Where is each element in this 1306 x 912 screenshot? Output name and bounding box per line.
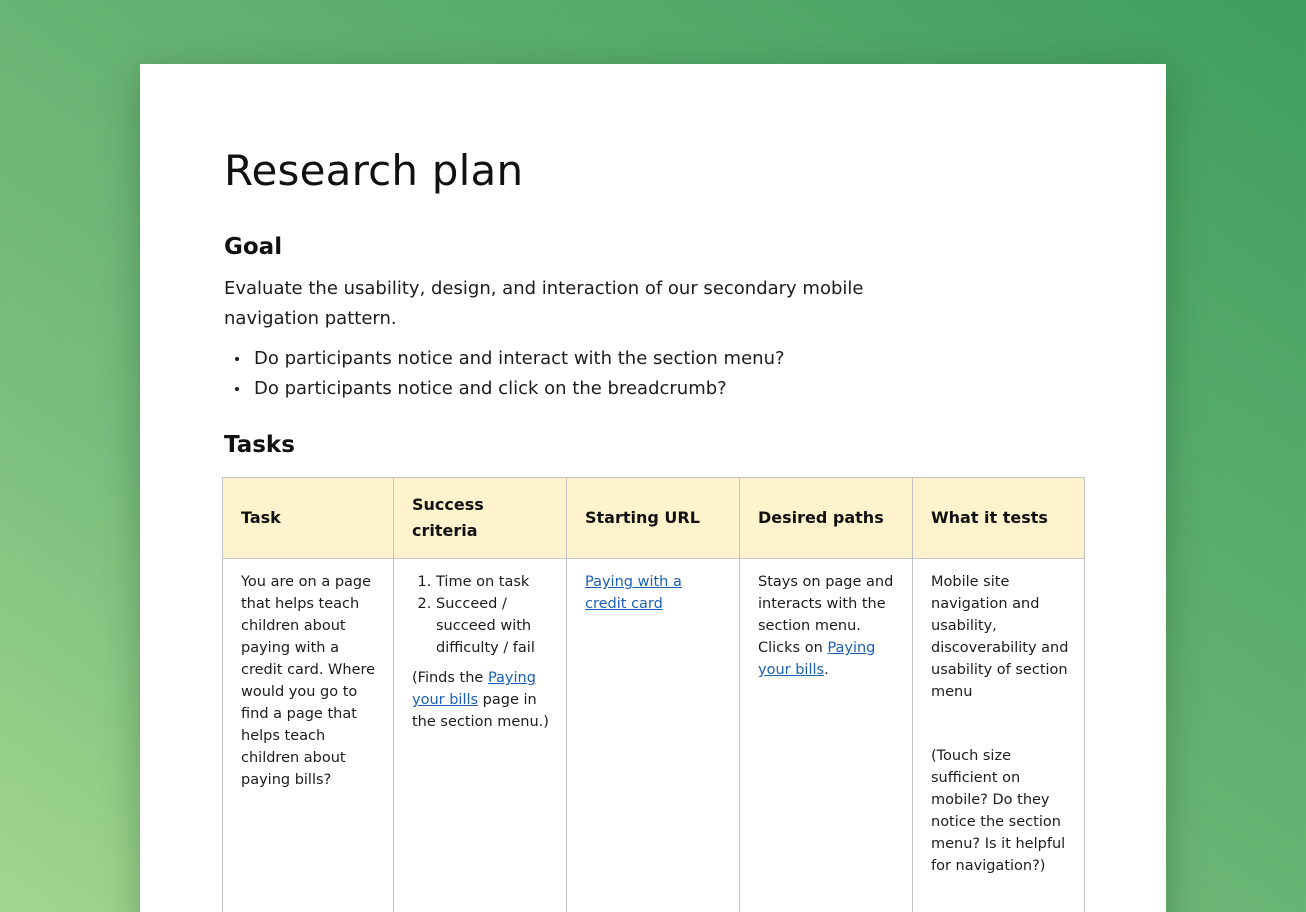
desired-paths-suffix: . xyxy=(824,662,829,678)
column-header-success-criteria: Success criteria xyxy=(394,478,567,559)
tasks-heading: Tasks xyxy=(224,432,295,458)
what-it-tests-note: (Touch size sufficient on mobile? Do they notice the section menu? Is it helpful for navigation?) xyxy=(931,748,1066,874)
document-title: Research plan xyxy=(224,146,524,195)
goal-question xyxy=(224,374,785,404)
what-it-tests-cell xyxy=(913,559,1085,912)
criteria-item: 1. Time on task xyxy=(436,571,552,593)
task-cell: You are on a page that helps teach children about paying with a credit card. Where would you go to find a page that helps teach children about paying bills? xyxy=(223,559,394,912)
paying-your-bills-link[interactable]: Paying your bills xyxy=(412,670,536,708)
desired-paths-text: Stays on page and interacts with the section menu. Clicks on xyxy=(758,574,894,656)
what-it-tests-text: Mobile site navigation and usability, discoverability and usability of section menu xyxy=(931,574,1069,700)
tasks-table xyxy=(222,477,1085,912)
goal-questions-list xyxy=(224,344,785,404)
table-header-row xyxy=(223,478,1085,559)
table-row xyxy=(223,559,1085,912)
desired-paths-cell xyxy=(740,559,913,912)
success-criteria-list xyxy=(412,571,552,659)
criteria-item: 2. Succeed / succeed with difficulty / fail xyxy=(436,593,552,659)
starting-url-cell xyxy=(567,559,740,912)
column-header-task: Task xyxy=(223,478,394,559)
paying-your-bills-link[interactable]: Paying your bills xyxy=(758,640,876,678)
success-criteria-cell xyxy=(394,559,567,912)
paying-with-credit-card-link[interactable]: Paying with a credit card xyxy=(585,574,682,612)
document-page xyxy=(140,64,1166,912)
goal-heading: Goal xyxy=(224,234,283,260)
bullet-icon xyxy=(235,387,239,391)
success-criteria-note xyxy=(412,667,552,733)
note-suffix: page in the section menu.) xyxy=(412,692,549,730)
note-prefix: (Finds the xyxy=(412,670,484,686)
goal-question-text: Do participants notice and interact with the section menu? xyxy=(254,348,785,369)
goal-text: Evaluate the usability, design, and interaction of our secondary mobile navigation pattern. xyxy=(224,278,864,329)
column-header-desired-paths: Desired paths xyxy=(740,478,913,559)
column-header-starting-url: Starting URL xyxy=(567,478,740,559)
goal-question-text: Do participants notice and click on the breadcrumb? xyxy=(254,378,727,399)
goal-question xyxy=(224,344,785,374)
column-header-what-it-tests: What it tests xyxy=(913,478,1085,559)
bullet-icon xyxy=(235,357,239,361)
